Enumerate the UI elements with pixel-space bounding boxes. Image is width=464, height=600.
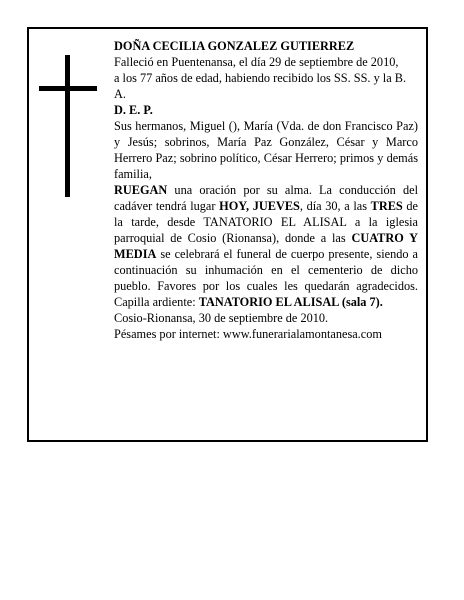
tanatorio-label: TANATORIO EL ALISAL (sala 7). — [198, 295, 383, 309]
obituary-text — [114, 38, 418, 342]
age-info: a los 77 años de edad, habiendo recibido los SS. SS. y la B. A. — [114, 71, 407, 101]
ceremony-paragraph: RUEGAN una oración por su alma. La conducción del cadáver tendrá lugar HOY, JUEVES, día 30, a las TRES de la tarde, desde TANATORIO EL ALISAL a la iglesia parroquial de Cosio (Rionansa), donde a las CUATRO Y MEDIA se celebrará el funeral de cuerpo presente, siendo a continuación su inhumación en el cementerio de dicho pueblo. Favores por los cuales les quedarán agradecidos. Capilla ardiente: TANATORIO EL ALISAL (sala 7). — [114, 183, 419, 309]
place-date: Cosio-Rionansa, 30 de septiembre de 2010. — [114, 311, 329, 325]
family-paragraph: Sus hermanos, Miguel (), María (Vda. de don Francisco Paz) y Jesús; sobrinos, María Paz González, César y Marco Herrero Paz; sobrino político, César Herrero; primos y demás familia, — [114, 119, 418, 181]
cuatro-y-media: CUATRO Y MEDIA — [114, 231, 419, 261]
cross-icon-horizontal-bar — [39, 86, 97, 91]
death-info: Falleció en Puentenansa, el día 29 de septiembre de 2010, — [114, 55, 399, 69]
tres-label: TRES — [370, 199, 403, 213]
ruegan-label: RUEGAN — [114, 183, 168, 197]
hoy-jueves: HOY, JUEVES — [219, 199, 300, 213]
cross-icon-vertical-bar — [65, 55, 70, 197]
pesames-line: Pésames por internet: www.funerarialamontanesa.com — [114, 327, 382, 341]
deceased-name: DOÑA CECILIA GONZALEZ GUTIERREZ — [114, 39, 355, 53]
dep-line: D. E. P. — [114, 103, 153, 117]
